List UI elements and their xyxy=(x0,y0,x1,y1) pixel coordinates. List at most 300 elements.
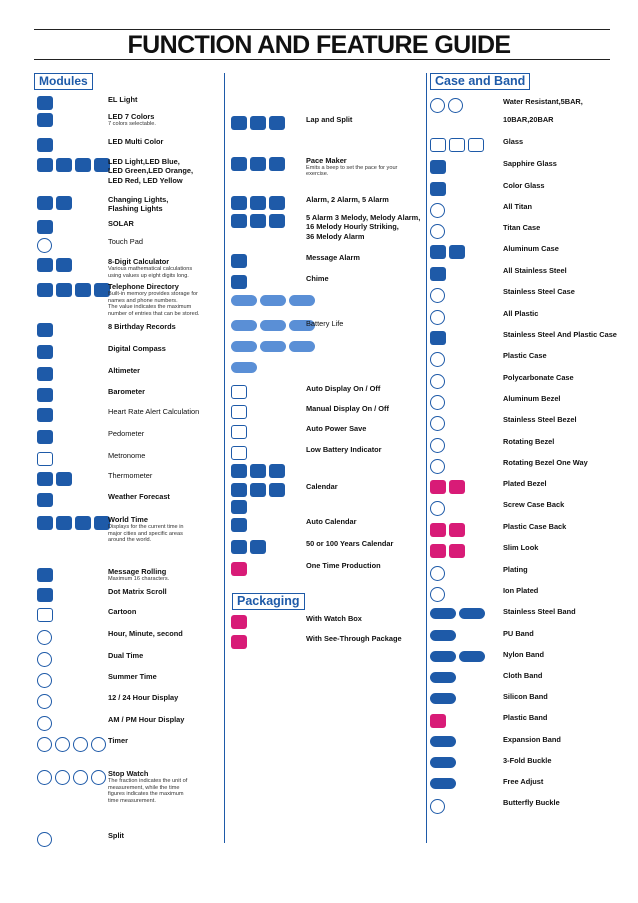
feature-icon xyxy=(449,138,465,152)
feature-icon-group xyxy=(37,196,72,210)
feature-icon xyxy=(37,113,53,127)
feature-icon xyxy=(37,220,53,234)
feature-label: Pedometer xyxy=(108,429,145,438)
feature-icon xyxy=(250,540,266,554)
feature-icon xyxy=(231,500,247,514)
feature-label: Expansion Band xyxy=(503,735,561,744)
feature-icon xyxy=(430,352,445,367)
feature-icon xyxy=(37,408,53,422)
feature-icon-group xyxy=(430,566,445,581)
feature-icon xyxy=(37,472,53,486)
feature-icon-group xyxy=(430,245,465,259)
feature-label: Auto Power Save xyxy=(306,424,367,433)
feature-icon xyxy=(430,331,446,345)
feature-icon xyxy=(430,98,445,113)
feature-icon xyxy=(37,737,52,752)
feature-icon-group xyxy=(231,385,247,399)
feature-icon-group xyxy=(37,367,53,381)
feature-icon xyxy=(430,672,456,683)
feature-label: PU Band xyxy=(503,629,534,638)
feature-icon xyxy=(37,238,52,253)
feature-icon xyxy=(231,405,247,419)
feature-label: EL Light xyxy=(108,95,138,104)
feature-icon-group xyxy=(430,224,445,239)
feature-icon-group xyxy=(430,587,445,602)
feature-label: Titan Case xyxy=(503,223,541,232)
feature-icon-group xyxy=(430,544,465,558)
feature-icon-group xyxy=(430,374,445,389)
feature-icon-group xyxy=(37,220,53,234)
feature-icon-group xyxy=(37,96,53,110)
feature-icon-group xyxy=(430,352,445,367)
feature-label: Auto Display On / Off xyxy=(306,384,381,393)
feature-label: Alarm, 2 Alarm, 5 Alarm xyxy=(306,195,389,204)
feature-icon-group xyxy=(37,516,110,530)
feature-label: Digital Compass xyxy=(108,344,166,353)
feature-description: Displays for the current time in major cities and specific areas around the world. xyxy=(108,524,184,544)
feature-label: Stop Watch xyxy=(108,769,149,778)
feature-icon xyxy=(37,452,53,466)
feature-description: Built-in memory provides storage for names and phone numbers. The value indicates the maximum number of entries that can be stored. xyxy=(108,291,200,317)
feature-icon xyxy=(37,430,53,444)
feature-icon xyxy=(75,516,91,530)
feature-label: 5 Alarm 3 Melody, Melody Alarm, 16 Melody Hourly Striking, 36 Melody Alarm xyxy=(306,213,421,241)
feature-icon xyxy=(91,737,106,752)
feature-icon xyxy=(430,267,446,281)
feature-icon xyxy=(55,770,70,785)
feature-icon xyxy=(430,566,445,581)
feature-description: Maximum 16 characters. xyxy=(108,576,170,583)
feature-icon xyxy=(449,245,465,259)
feature-icon xyxy=(430,310,445,325)
feature-icon-group xyxy=(37,694,52,709)
feature-label: Dual Time xyxy=(108,651,144,660)
feature-icon xyxy=(37,568,53,582)
feature-icon xyxy=(430,630,456,641)
feature-description: 7 colors selectable. xyxy=(108,121,156,128)
feature-icon xyxy=(37,608,53,622)
feature-icon xyxy=(231,518,247,532)
feature-icon xyxy=(250,464,266,478)
feature-icon xyxy=(231,254,247,268)
feature-icon xyxy=(430,203,445,218)
feature-label: All Titan xyxy=(503,202,533,211)
feature-icon xyxy=(430,799,445,814)
feature-icon xyxy=(231,214,247,228)
feature-label: Hour, Minute, second xyxy=(108,629,183,638)
feature-icon-group xyxy=(37,630,52,645)
feature-label: SOLAR xyxy=(108,219,134,228)
feature-icon-group xyxy=(37,493,53,507)
feature-label: Battery Life xyxy=(306,319,344,328)
feature-label: Ion Plated xyxy=(503,586,539,595)
feature-icon-group xyxy=(430,630,456,641)
feature-icon-group xyxy=(37,138,53,152)
feature-label: Altimeter xyxy=(108,366,141,375)
feature-label: Slim Look xyxy=(503,543,539,552)
feature-icon xyxy=(231,196,247,210)
feature-icon-group xyxy=(231,446,247,460)
feature-icon-group xyxy=(37,568,53,582)
feature-icon-group xyxy=(430,799,445,814)
feature-label: Color Glass xyxy=(503,181,545,190)
feature-label: World Time xyxy=(108,515,148,524)
feature-icon-group xyxy=(37,652,52,667)
feature-icon xyxy=(56,196,72,210)
feature-icon xyxy=(231,635,247,649)
feature-label: Rotating Bezel One Way xyxy=(503,458,588,467)
feature-icon-group xyxy=(430,203,445,218)
feature-icon-group xyxy=(37,283,110,297)
feature-icon xyxy=(37,323,53,337)
feature-icon-group xyxy=(37,388,53,402)
feature-icon xyxy=(37,493,53,507)
feature-icon-group xyxy=(37,345,53,359)
feature-label: Message Alarm xyxy=(306,253,360,262)
feature-label: Summer Time xyxy=(108,672,157,681)
feature-icon-group xyxy=(430,608,485,619)
modules-divider xyxy=(224,73,225,843)
feature-label: Weather Forecast xyxy=(108,492,170,501)
feature-icon-group xyxy=(231,405,247,419)
feature-icon xyxy=(56,472,72,486)
feature-label: Calendar xyxy=(306,482,338,491)
feature-icon xyxy=(430,395,445,410)
feature-icon-group xyxy=(37,452,53,466)
feature-label: 12 / 24 Hour Display xyxy=(108,693,179,702)
feature-icon xyxy=(231,116,247,130)
feature-icon xyxy=(269,196,285,210)
feature-icon xyxy=(250,116,266,130)
feature-icon xyxy=(37,158,53,172)
feature-icon xyxy=(37,770,52,785)
feature-label: Plastic Case Back xyxy=(503,522,567,531)
feature-label: Auto Calendar xyxy=(306,517,357,526)
feature-icon xyxy=(231,483,247,497)
feature-icon xyxy=(37,652,52,667)
feature-icon xyxy=(56,516,72,530)
feature-label: Cloth Band xyxy=(503,671,543,680)
feature-description: The fraction indicates the unit of measurement, while the time figures indicates the maximum time measurement. xyxy=(108,778,188,804)
feature-icon-group xyxy=(231,196,285,210)
feature-label: Aluminum Case xyxy=(503,244,559,253)
feature-icon xyxy=(430,438,445,453)
feature-label: 8-Digit Calculator xyxy=(108,257,170,266)
feature-icon-group xyxy=(430,672,456,683)
feature-label: All Plastic xyxy=(503,309,539,318)
feature-icon-group xyxy=(430,395,445,410)
feature-icon xyxy=(430,160,446,174)
feature-icon xyxy=(55,737,70,752)
feature-icon xyxy=(231,362,257,373)
title-underline xyxy=(34,59,610,60)
feature-icon-group xyxy=(430,310,445,325)
feature-icon xyxy=(430,587,445,602)
feature-icon-group xyxy=(430,438,445,453)
feature-icon xyxy=(231,446,247,460)
feature-icon xyxy=(269,214,285,228)
feature-icon xyxy=(269,464,285,478)
feature-icon xyxy=(37,345,53,359)
feature-label: Screw Case Back xyxy=(503,500,565,509)
feature-label: Plastic Case xyxy=(503,351,547,360)
feature-icon-group xyxy=(231,157,285,171)
feature-label: With See-Through Package xyxy=(306,634,402,643)
feature-icon-group xyxy=(430,331,446,345)
feature-label: Sapphire Glass xyxy=(503,159,557,168)
feature-icon-group xyxy=(430,714,446,728)
feature-label: Manual Display On / Off xyxy=(306,404,389,413)
feature-icon-group xyxy=(231,341,315,352)
feature-label: 3-Fold Buckle xyxy=(503,756,552,765)
feature-icon xyxy=(250,214,266,228)
feature-icon-group xyxy=(37,258,72,272)
feature-icon-group xyxy=(37,472,72,486)
feature-icon xyxy=(75,283,91,297)
feature-icon xyxy=(231,295,257,306)
feature-icon xyxy=(56,258,72,272)
feature-icon-group xyxy=(430,288,445,303)
feature-icon xyxy=(73,737,88,752)
feature-label: Telephone Directory xyxy=(108,282,179,291)
feature-icon xyxy=(231,615,247,629)
feature-label: Touch Pad xyxy=(108,237,143,246)
feature-icon xyxy=(430,714,446,728)
feature-label: Message Rolling xyxy=(108,567,167,576)
feature-label: Low Battery Indicator xyxy=(306,445,382,454)
feature-icon-group xyxy=(430,757,456,768)
feature-label: Plating xyxy=(503,565,528,574)
feature-icon-group xyxy=(231,540,266,554)
feature-icon-group xyxy=(231,518,247,532)
feature-icon-group xyxy=(37,430,53,444)
feature-icon-group xyxy=(231,500,247,514)
feature-label: Rotating Bezel xyxy=(503,437,555,446)
feature-label: Nylon Band xyxy=(503,650,545,659)
feature-label: 50 or 100 Years Calendar xyxy=(306,539,394,548)
feature-icon xyxy=(289,341,315,352)
feature-icon xyxy=(231,320,257,331)
feature-label: Silicon Band xyxy=(503,692,548,701)
feature-label: LED 7 Colors xyxy=(108,112,155,121)
feature-icon-group xyxy=(430,182,446,196)
feature-icon-group xyxy=(37,323,53,337)
feature-icon xyxy=(430,224,445,239)
feature-icon-group xyxy=(37,608,53,622)
feature-icon xyxy=(430,459,445,474)
feature-icon xyxy=(430,757,456,768)
feature-icon-group xyxy=(231,562,247,576)
feature-icon-group xyxy=(430,501,445,516)
feature-icon xyxy=(260,341,286,352)
feature-label: All Stainless Steel xyxy=(503,266,567,275)
feature-icon xyxy=(430,523,446,537)
feature-icon xyxy=(269,483,285,497)
feature-label: Dot Matrix Scroll xyxy=(108,587,167,596)
feature-label: Timer xyxy=(108,736,128,745)
feature-icon xyxy=(75,158,91,172)
feature-icon xyxy=(269,157,285,171)
feature-icon xyxy=(449,544,465,558)
case-band-section-header: Case and Band xyxy=(430,73,530,90)
feature-icon-group xyxy=(231,464,285,478)
feature-icon xyxy=(37,138,53,152)
feature-icon xyxy=(231,275,247,289)
feature-icon-group xyxy=(430,160,446,174)
feature-label: LED Multi Color xyxy=(108,137,164,146)
feature-icon xyxy=(250,196,266,210)
feature-icon-group xyxy=(37,113,53,127)
feature-icon xyxy=(468,138,484,152)
feature-icon xyxy=(37,832,52,847)
feature-icon xyxy=(250,157,266,171)
feature-description: Emits a beep to set the pace for your exercise. xyxy=(306,165,398,178)
feature-icon xyxy=(430,245,446,259)
feature-icon xyxy=(231,385,247,399)
feature-label: Stainless Steel And Plastic Case xyxy=(503,330,617,339)
feature-icon-group xyxy=(231,214,285,228)
feature-icon-group xyxy=(430,416,445,431)
feature-icon xyxy=(260,295,286,306)
feature-label: Butterfly Buckle xyxy=(503,798,560,807)
feature-icon xyxy=(430,182,446,196)
feature-icon xyxy=(430,736,456,747)
feature-icon-group xyxy=(231,254,247,268)
feature-icon-group xyxy=(231,320,315,331)
feature-icon xyxy=(260,320,286,331)
feature-icon-group xyxy=(430,459,445,474)
feature-icon-group xyxy=(430,523,465,537)
feature-icon xyxy=(37,258,53,272)
feature-icon-group xyxy=(37,158,110,172)
feature-icon xyxy=(37,694,52,709)
feature-icon xyxy=(37,516,53,530)
feature-icon-group xyxy=(231,362,257,373)
feature-label: One Time Production xyxy=(306,561,381,570)
feature-label: Plated Bezel xyxy=(503,479,547,488)
feature-icon-group xyxy=(430,480,465,494)
feature-icon-group xyxy=(430,778,456,789)
feature-icon xyxy=(430,501,445,516)
feature-icon-group xyxy=(231,425,247,439)
feature-icon xyxy=(231,341,257,352)
feature-icon-group xyxy=(37,770,106,785)
feature-label: Lap and Split xyxy=(306,115,353,124)
feature-icon xyxy=(449,480,465,494)
feature-description: Various mathematical calculations using values up eight digits long. xyxy=(108,266,193,279)
feature-icon xyxy=(56,158,72,172)
feature-icon xyxy=(73,770,88,785)
feature-icon xyxy=(449,523,465,537)
feature-icon xyxy=(37,630,52,645)
feature-label: Changing Lights, Flashing Lights xyxy=(108,195,169,214)
feature-icon xyxy=(37,96,53,110)
feature-icon xyxy=(37,283,53,297)
feature-label: Free Adjust xyxy=(503,777,544,786)
feature-icon-group xyxy=(37,673,52,688)
feature-label: Aluminum Bezel xyxy=(503,394,561,403)
feature-icon xyxy=(430,288,445,303)
feature-icon-group xyxy=(430,98,463,113)
feature-icon xyxy=(430,416,445,431)
feature-icon xyxy=(430,651,456,662)
feature-icon xyxy=(430,544,446,558)
feature-icon xyxy=(269,116,285,130)
modules-section-header: Modules xyxy=(34,73,93,90)
feature-label: Stainless Steel Bezel xyxy=(503,415,577,424)
feature-icon-group xyxy=(37,408,53,422)
feature-label: Stainless Steel Case xyxy=(503,287,575,296)
feature-icon xyxy=(459,608,485,619)
feature-label: Polycarbonate Case xyxy=(503,373,574,382)
feature-icon xyxy=(37,588,53,602)
feature-label: Thermometer xyxy=(108,471,153,480)
feature-label: Pace Maker xyxy=(306,156,347,165)
feature-icon xyxy=(459,651,485,662)
feature-icon xyxy=(37,196,53,210)
feature-label: Glass xyxy=(503,137,524,146)
feature-icon-group xyxy=(231,116,285,130)
feature-label: 8 Birthday Records xyxy=(108,322,176,331)
feature-label: Stainless Steel Band xyxy=(503,607,576,616)
feature-icon xyxy=(289,295,315,306)
feature-label: Chime xyxy=(306,274,329,283)
feature-label: With Watch Box xyxy=(306,614,362,623)
feature-icon-group xyxy=(231,635,247,649)
feature-icon xyxy=(430,693,456,704)
case-band-divider xyxy=(426,73,427,843)
feature-icon xyxy=(37,367,53,381)
feature-icon-group xyxy=(430,693,456,704)
feature-label: Cartoon xyxy=(108,607,137,616)
feature-icon-group xyxy=(231,483,285,497)
feature-label: AM / PM Hour Display xyxy=(108,715,185,724)
feature-icon-group xyxy=(37,832,52,847)
feature-icon-group xyxy=(430,736,456,747)
feature-icon-group xyxy=(430,651,485,662)
feature-icon-group xyxy=(37,737,106,752)
feature-icon xyxy=(430,608,456,619)
feature-label: Water Resistant,5BAR, xyxy=(503,97,583,106)
feature-icon-group xyxy=(231,615,247,629)
feature-icon-group xyxy=(231,295,315,306)
feature-label: Split xyxy=(108,831,125,840)
feature-icon-group xyxy=(430,138,484,152)
feature-icon xyxy=(56,283,72,297)
feature-label: LED Light,LED Blue, LED Green,LED Orange, LED Red, LED Yellow xyxy=(108,157,194,185)
feature-icon xyxy=(231,540,247,554)
feature-label: Metronome xyxy=(108,451,146,460)
top-rule xyxy=(34,29,610,30)
feature-icon xyxy=(430,138,446,152)
feature-label: Heart Rate Alert Calculation xyxy=(108,407,200,416)
page-title: FUNCTION AND FEATURE GUIDE xyxy=(127,31,511,59)
feature-icon xyxy=(91,770,106,785)
packaging-section-header: Packaging xyxy=(232,593,305,610)
feature-label: Plastic Band xyxy=(503,713,548,722)
feature-icon xyxy=(448,98,463,113)
feature-icon xyxy=(37,716,52,731)
feature-icon xyxy=(37,388,53,402)
feature-icon-group xyxy=(37,588,53,602)
feature-icon-group xyxy=(231,275,247,289)
feature-icon-group xyxy=(37,716,52,731)
feature-icon xyxy=(231,157,247,171)
feature-icon xyxy=(430,480,446,494)
feature-icon xyxy=(250,483,266,497)
feature-icon-group xyxy=(430,267,446,281)
feature-icon-group xyxy=(37,238,52,253)
